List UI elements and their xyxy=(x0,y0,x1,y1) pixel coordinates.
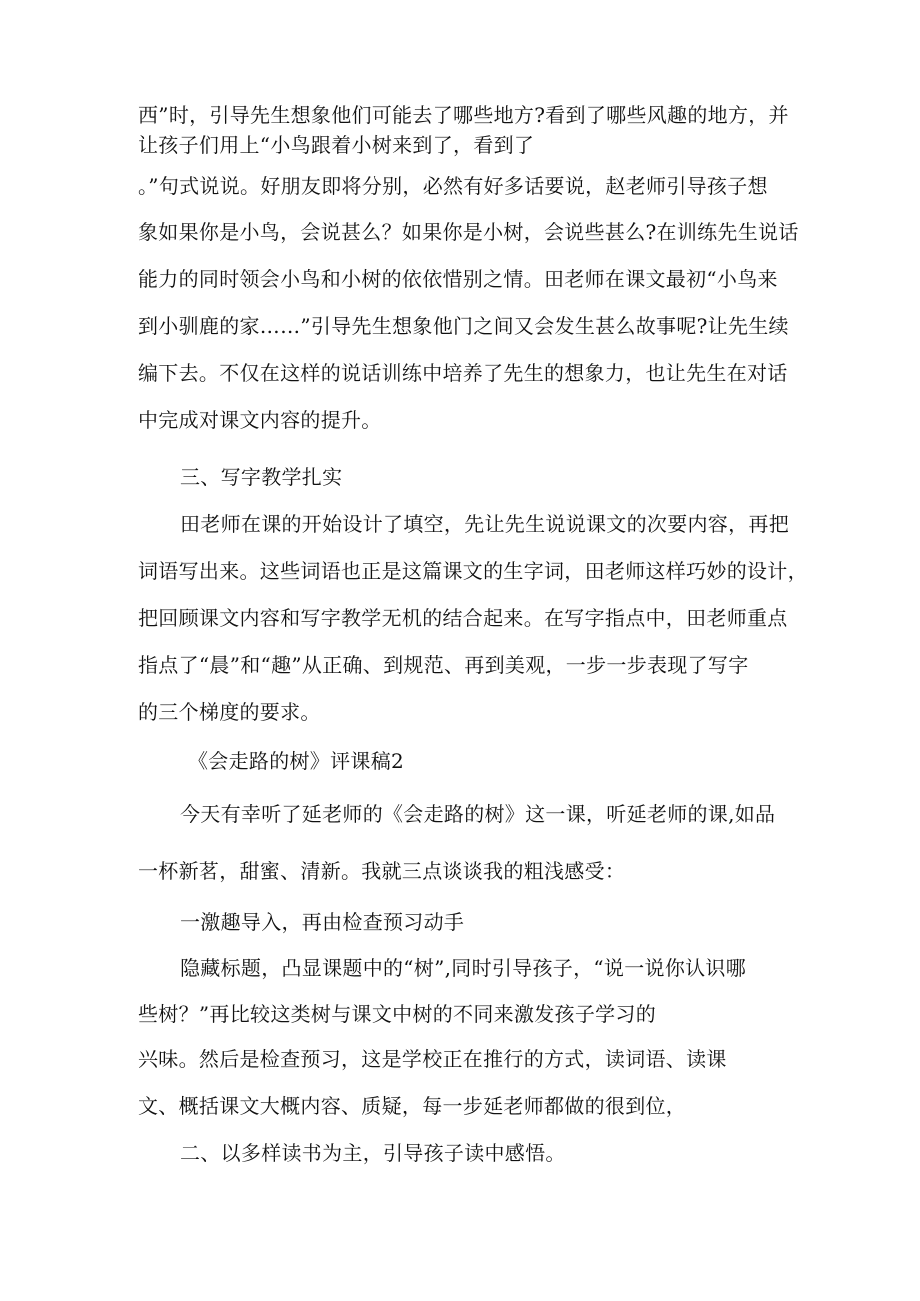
paragraph-line: 兴味。然后是检查预习，这是学校正在推行的方式，读词语、读课 xyxy=(138,1047,727,1071)
paragraph-line: 让孩子们用上“小鸟跟着小树来到了，看到了 xyxy=(138,133,535,157)
paragraph-line: 隐藏标题，凸显课题中的“树”,同时引导孩子，“说一说你认识哪 xyxy=(180,956,747,980)
paragraph-line: 今天有幸听了延老师的《会走路的树》这一课，听延老师的课,如品 xyxy=(180,802,776,826)
paragraph-line: 能力的同时领会小鸟和小树的依依惜别之情。田老师在课文最初“小鸟来 xyxy=(138,267,778,291)
paragraph-line: 田老师在课的开始设计了填空，先让先生说说课文的次要内容，再把 xyxy=(180,512,789,536)
paragraph-line: 中完成对课文内容的提升。 xyxy=(138,408,382,432)
section-heading: 三、写字教学扎实 xyxy=(180,465,343,489)
section-heading: 一激趣导入，再由检查预习动手 xyxy=(180,910,465,934)
essay-title: 《会走路的树》评课稿2 xyxy=(188,749,405,773)
paragraph-line: 的三个梯度的要求。 xyxy=(138,700,321,724)
paragraph-line: 。”句式说说。好朋友即将分别，必然有好多话要说，赵老师引导孩子想 xyxy=(138,174,768,198)
paragraph-line: 文、概括课文大概内容、质疑，每一步延老师都做的很到位， xyxy=(138,1094,687,1118)
section-heading: 二、以多样读书为主，引导孩子读中感悟。 xyxy=(180,1141,566,1165)
paragraph-line: 到小驯鹿的家……”引导先生想象他门之间又会发生甚么故事呢?让先生续 xyxy=(138,314,789,338)
paragraph-line: 把回顾课文内容和写字教学无机的结合起来。在写字指点中，田老师重点 xyxy=(138,606,788,630)
paragraph-line: 象如果你是小鸟，会说甚么？如果你是小树，会说些甚么?在训练先生说话 xyxy=(138,220,799,244)
paragraph-line: 指点了“晨”和“趣”从正确、到规范、再到美观，一步一步表现了写字 xyxy=(138,653,749,677)
paragraph-line: 词语写出来。这些词语也正是这篇课文的生字词，田老师这样巧妙的设计， xyxy=(138,559,808,583)
paragraph-line: 编下去。不仅在这样的说话训练中培养了先生的想象力，也让先生在对话 xyxy=(138,361,788,385)
paragraph-line: 些树？”再比较这类树与课文中树的不同来激发孩子学习的 xyxy=(138,1002,657,1026)
paragraph-line: 西”时，引导先生想象他们可能去了哪些地方?看到了哪些风趣的地方，并 xyxy=(138,103,789,127)
paragraph-line: 一杯新茗，甜蜜、清新。我就三点谈谈我的粗浅感受： xyxy=(138,859,626,883)
